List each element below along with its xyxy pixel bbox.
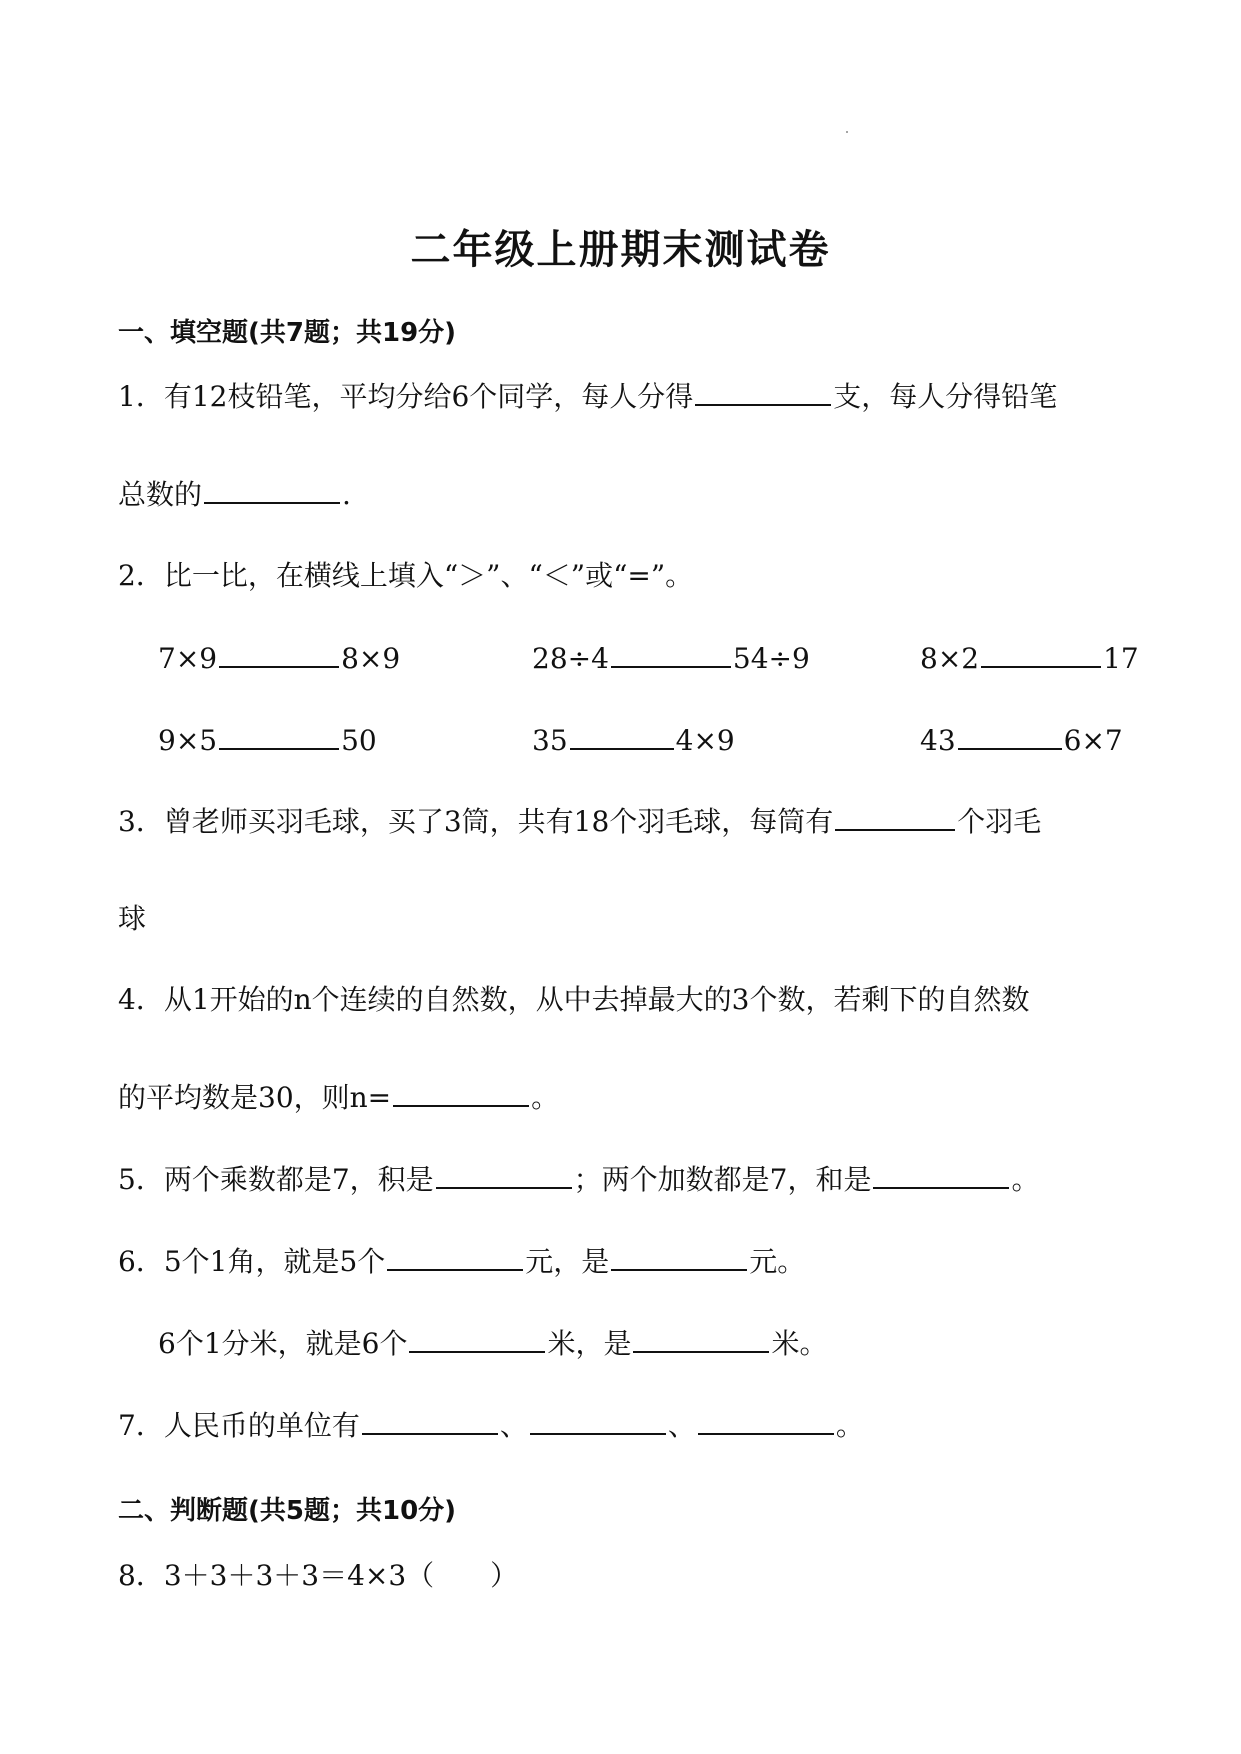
question-4-text: 的平均数是30，则n= <box>118 1081 392 1114</box>
compare-left: 7×9 <box>158 642 218 675</box>
compare-item <box>158 638 400 679</box>
compare-left: 28÷4 <box>532 642 609 675</box>
question-3-line-1 <box>118 801 1041 842</box>
answer-blank[interactable] <box>530 1405 666 1435</box>
compare-item <box>532 720 735 761</box>
question-1-text: 支，每人分得铅笔 <box>833 380 1058 413</box>
compare-item <box>532 638 810 679</box>
question-6-text: 6个1分米，就是6个 <box>158 1327 408 1360</box>
question-1-text: 1．有12枝铅笔，平均分给6个同学，每人分得 <box>118 380 694 413</box>
question-7 <box>118 1405 864 1446</box>
compare-right: 17 <box>1103 642 1139 675</box>
compare-right: 4×9 <box>675 724 735 757</box>
question-6-text: 元。 <box>749 1245 806 1278</box>
question-7-text: 。 <box>835 1409 864 1442</box>
answer-blank[interactable] <box>611 638 731 668</box>
question-2-text: 2．比一比，在横线上填入“＞”、“＜”或“=”。 <box>118 559 694 592</box>
separator: 、 <box>499 1409 528 1442</box>
question-6-text: 元，是 <box>525 1245 610 1278</box>
question-3-text: 个羽毛 <box>957 805 1042 838</box>
compare-right: 54÷9 <box>732 642 810 675</box>
compare-left: 8×2 <box>920 642 980 675</box>
question-1-text: . <box>342 478 351 511</box>
compare-item <box>920 720 1123 761</box>
question-1-text: 总数的 <box>118 478 203 511</box>
section-heading-fill-in: 一、填空题(共7题；共19分) <box>118 318 457 348</box>
answer-blank[interactable] <box>204 474 340 504</box>
question-4-line-2 <box>118 1077 559 1118</box>
answer-blank[interactable] <box>633 1323 769 1353</box>
answer-blank[interactable] <box>409 1323 545 1353</box>
section-heading-true-false: 二、判断题(共5题；共10分) <box>118 1496 457 1526</box>
answer-blank[interactable] <box>570 720 674 750</box>
compare-left: 35 <box>532 724 568 757</box>
question-5-text: ；两个加数都是7，和是 <box>573 1163 872 1196</box>
answer-blank[interactable] <box>835 801 955 831</box>
question-3-line-2: 球 <box>118 902 147 935</box>
answer-blank[interactable] <box>698 1405 834 1435</box>
question-3-text: 3．曾老师买羽毛球，买了3筒，共有18个羽毛球，每筒有 <box>118 805 834 838</box>
answer-blank[interactable] <box>219 720 339 750</box>
answer-blank[interactable] <box>958 720 1062 750</box>
separator: 、 <box>667 1409 696 1442</box>
compare-right: 50 <box>341 724 377 757</box>
question-6-text: 米。 <box>771 1327 828 1360</box>
compare-left: 43 <box>920 724 956 757</box>
question-5 <box>118 1159 1039 1200</box>
answer-blank[interactable] <box>387 1241 523 1271</box>
question-4-line-1: 4．从1开始的n个连续的自然数，从中去掉最大的3个数，若剩下的自然数 <box>118 983 1030 1016</box>
question-7-text: 7．人民币的单位有 <box>118 1409 360 1442</box>
compare-right: 6×7 <box>1063 724 1123 757</box>
compare-item <box>920 638 1139 679</box>
answer-blank[interactable] <box>393 1077 529 1107</box>
question-5-text: 5．两个乘数都是7，积是 <box>118 1163 434 1196</box>
scan-dot <box>846 131 848 133</box>
answer-blank[interactable] <box>436 1159 572 1189</box>
answer-blank[interactable] <box>611 1241 747 1271</box>
page-title: 二年级上册期末测试卷 <box>410 227 831 273</box>
question-1-line-2 <box>118 474 351 515</box>
question-5-text: 。 <box>1011 1163 1040 1196</box>
answer-blank[interactable] <box>219 638 339 668</box>
question-6-text: 米，是 <box>547 1327 632 1360</box>
compare-right: 8×9 <box>341 642 401 675</box>
compare-left: 9×5 <box>158 724 218 757</box>
answer-blank[interactable] <box>362 1405 498 1435</box>
question-6-line-1 <box>118 1241 805 1282</box>
question-6-line-2 <box>158 1323 827 1364</box>
answer-blank[interactable] <box>873 1159 1009 1189</box>
answer-blank[interactable] <box>695 376 831 406</box>
compare-item <box>158 720 377 761</box>
question-8: 8．3＋3＋3＋3＝4×3（ ） <box>118 1559 519 1592</box>
question-6-text: 6．5个1角，就是5个 <box>118 1245 386 1278</box>
question-1-line-1 <box>118 376 1057 417</box>
question-4-text: 。 <box>531 1081 560 1114</box>
answer-blank[interactable] <box>981 638 1101 668</box>
